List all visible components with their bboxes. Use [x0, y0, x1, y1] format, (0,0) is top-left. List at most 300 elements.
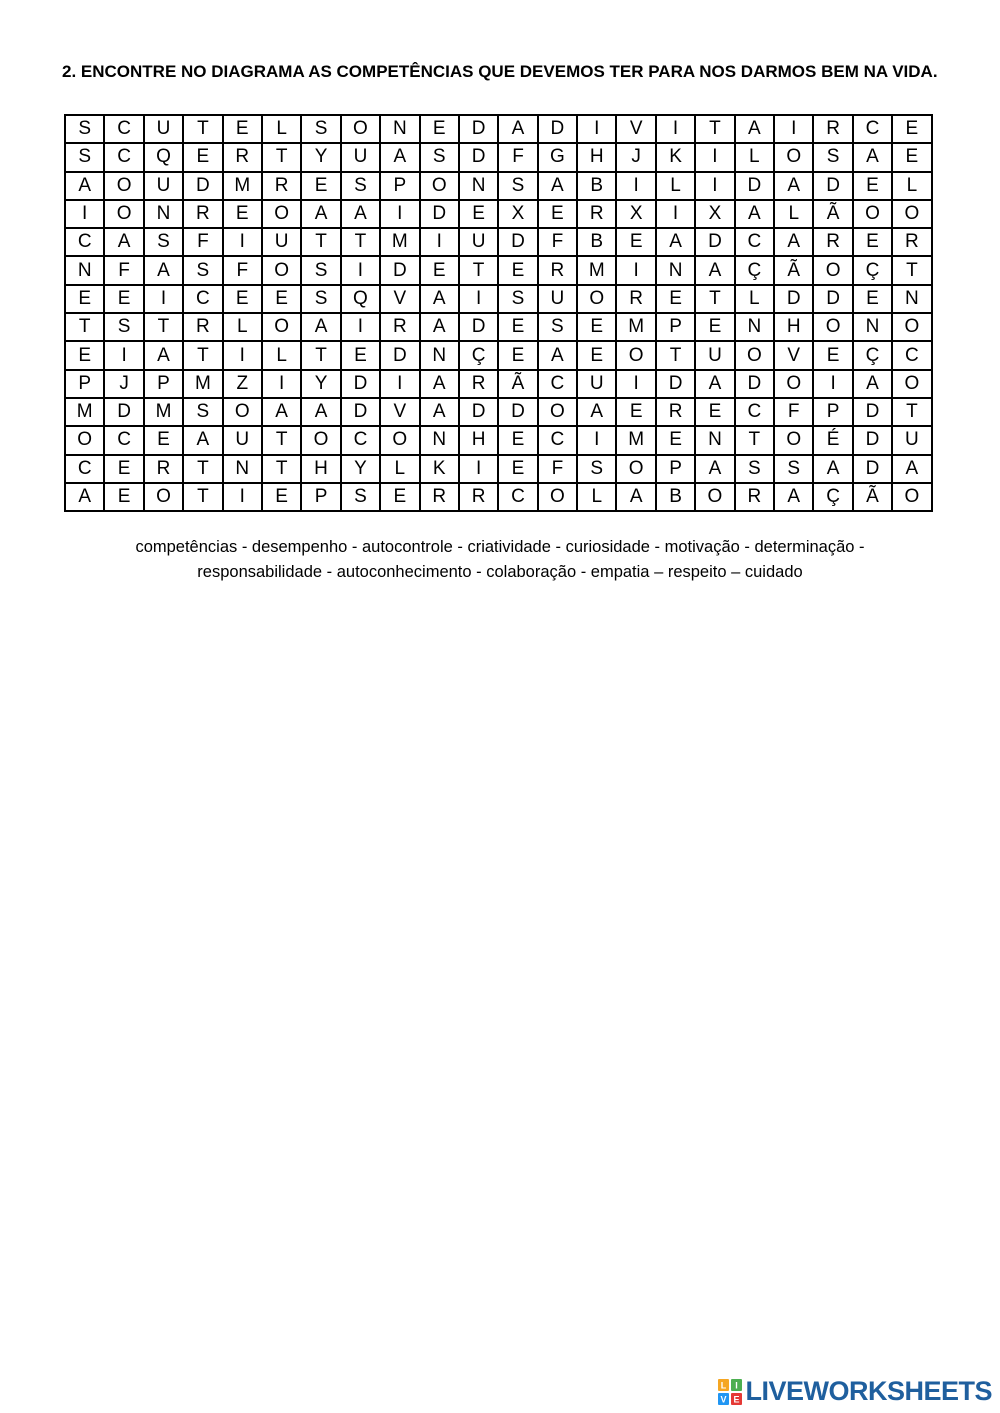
grid-cell[interactable]: I: [695, 143, 734, 171]
grid-cell[interactable]: R: [813, 228, 852, 256]
grid-cell[interactable]: O: [892, 483, 931, 511]
grid-cell[interactable]: P: [144, 370, 183, 398]
grid-cell[interactable]: C: [498, 483, 537, 511]
grid-cell[interactable]: N: [65, 256, 104, 284]
grid-cell[interactable]: C: [892, 341, 931, 369]
grid-cell[interactable]: T: [735, 426, 774, 454]
grid-cell[interactable]: I: [616, 256, 655, 284]
grid-cell[interactable]: R: [813, 115, 852, 143]
grid-cell[interactable]: C: [65, 455, 104, 483]
grid-cell[interactable]: A: [144, 256, 183, 284]
grid-cell[interactable]: D: [735, 172, 774, 200]
grid-cell[interactable]: S: [774, 455, 813, 483]
grid-cell[interactable]: P: [656, 455, 695, 483]
grid-cell[interactable]: Ç: [813, 483, 852, 511]
grid-cell[interactable]: Q: [144, 143, 183, 171]
grid-cell[interactable]: V: [616, 115, 655, 143]
grid-cell[interactable]: T: [144, 313, 183, 341]
grid-cell[interactable]: A: [104, 228, 143, 256]
grid-cell[interactable]: I: [577, 426, 616, 454]
grid-cell[interactable]: E: [538, 200, 577, 228]
grid-cell[interactable]: C: [183, 285, 222, 313]
grid-cell[interactable]: R: [577, 200, 616, 228]
grid-cell[interactable]: I: [223, 228, 262, 256]
grid-cell[interactable]: C: [104, 426, 143, 454]
grid-cell[interactable]: A: [65, 483, 104, 511]
grid-cell[interactable]: I: [656, 200, 695, 228]
grid-cell[interactable]: T: [341, 228, 380, 256]
grid-cell[interactable]: Ã: [774, 256, 813, 284]
grid-cell[interactable]: O: [892, 200, 931, 228]
grid-cell[interactable]: A: [420, 370, 459, 398]
grid-cell[interactable]: C: [538, 426, 577, 454]
grid-cell[interactable]: T: [183, 455, 222, 483]
grid-cell[interactable]: A: [853, 143, 892, 171]
grid-cell[interactable]: A: [65, 172, 104, 200]
grid-cell[interactable]: D: [498, 398, 537, 426]
grid-cell[interactable]: O: [616, 455, 655, 483]
grid-cell[interactable]: O: [380, 426, 419, 454]
grid-cell[interactable]: É: [813, 426, 852, 454]
grid-cell[interactable]: E: [577, 313, 616, 341]
grid-cell[interactable]: D: [459, 143, 498, 171]
grid-cell[interactable]: E: [104, 285, 143, 313]
grid-cell[interactable]: F: [538, 228, 577, 256]
grid-cell[interactable]: I: [695, 172, 734, 200]
grid-cell[interactable]: R: [735, 483, 774, 511]
grid-cell[interactable]: A: [538, 172, 577, 200]
grid-cell[interactable]: U: [341, 143, 380, 171]
grid-cell[interactable]: A: [144, 341, 183, 369]
grid-cell[interactable]: U: [262, 228, 301, 256]
grid-cell[interactable]: Y: [301, 143, 340, 171]
grid-cell[interactable]: A: [656, 228, 695, 256]
grid-cell[interactable]: M: [223, 172, 262, 200]
grid-cell[interactable]: A: [538, 341, 577, 369]
grid-cell[interactable]: O: [262, 313, 301, 341]
grid-cell[interactable]: X: [616, 200, 655, 228]
grid-cell[interactable]: E: [498, 426, 537, 454]
grid-cell[interactable]: A: [774, 483, 813, 511]
grid-cell[interactable]: I: [144, 285, 183, 313]
grid-cell[interactable]: E: [144, 426, 183, 454]
grid-cell[interactable]: O: [538, 398, 577, 426]
grid-cell[interactable]: E: [262, 483, 301, 511]
grid-cell[interactable]: N: [144, 200, 183, 228]
grid-cell[interactable]: E: [65, 285, 104, 313]
grid-cell[interactable]: M: [380, 228, 419, 256]
grid-cell[interactable]: J: [104, 370, 143, 398]
grid-cell[interactable]: R: [892, 228, 931, 256]
grid-cell[interactable]: T: [892, 398, 931, 426]
grid-cell[interactable]: O: [774, 370, 813, 398]
grid-cell[interactable]: I: [341, 313, 380, 341]
grid-cell[interactable]: A: [420, 398, 459, 426]
grid-cell[interactable]: C: [853, 115, 892, 143]
grid-cell[interactable]: H: [577, 143, 616, 171]
grid-cell[interactable]: Ã: [498, 370, 537, 398]
grid-cell[interactable]: D: [774, 285, 813, 313]
grid-cell[interactable]: I: [380, 200, 419, 228]
grid-cell[interactable]: I: [616, 370, 655, 398]
grid-cell[interactable]: O: [892, 313, 931, 341]
grid-cell[interactable]: O: [104, 200, 143, 228]
grid-cell[interactable]: S: [65, 143, 104, 171]
grid-cell[interactable]: Y: [301, 370, 340, 398]
grid-cell[interactable]: O: [262, 256, 301, 284]
grid-cell[interactable]: L: [223, 313, 262, 341]
grid-cell[interactable]: N: [380, 115, 419, 143]
grid-cell[interactable]: I: [223, 483, 262, 511]
grid-cell[interactable]: M: [183, 370, 222, 398]
grid-cell[interactable]: M: [577, 256, 616, 284]
grid-cell[interactable]: B: [577, 172, 616, 200]
grid-cell[interactable]: A: [616, 483, 655, 511]
grid-cell[interactable]: E: [616, 398, 655, 426]
grid-cell[interactable]: N: [892, 285, 931, 313]
grid-cell[interactable]: E: [853, 228, 892, 256]
grid-cell[interactable]: N: [420, 426, 459, 454]
grid-cell[interactable]: Ç: [853, 256, 892, 284]
grid-cell[interactable]: R: [459, 370, 498, 398]
grid-cell[interactable]: R: [616, 285, 655, 313]
grid-cell[interactable]: O: [144, 483, 183, 511]
grid-cell[interactable]: P: [656, 313, 695, 341]
grid-cell[interactable]: O: [420, 172, 459, 200]
grid-cell[interactable]: R: [656, 398, 695, 426]
grid-cell[interactable]: U: [577, 370, 616, 398]
grid-cell[interactable]: J: [616, 143, 655, 171]
grid-cell[interactable]: D: [498, 228, 537, 256]
grid-cell[interactable]: E: [695, 313, 734, 341]
grid-cell[interactable]: E: [223, 200, 262, 228]
grid-cell[interactable]: S: [813, 143, 852, 171]
grid-cell[interactable]: D: [459, 313, 498, 341]
grid-cell[interactable]: I: [65, 200, 104, 228]
grid-cell[interactable]: F: [538, 455, 577, 483]
grid-cell[interactable]: M: [144, 398, 183, 426]
grid-cell[interactable]: T: [262, 455, 301, 483]
grid-cell[interactable]: E: [695, 398, 734, 426]
grid-cell[interactable]: I: [380, 370, 419, 398]
grid-cell[interactable]: F: [223, 256, 262, 284]
grid-cell[interactable]: A: [853, 370, 892, 398]
grid-cell[interactable]: V: [380, 398, 419, 426]
grid-cell[interactable]: T: [183, 341, 222, 369]
grid-cell[interactable]: A: [774, 228, 813, 256]
grid-cell[interactable]: F: [183, 228, 222, 256]
grid-cell[interactable]: N: [656, 256, 695, 284]
grid-cell[interactable]: L: [892, 172, 931, 200]
grid-cell[interactable]: T: [892, 256, 931, 284]
grid-cell[interactable]: D: [813, 172, 852, 200]
grid-cell[interactable]: E: [853, 285, 892, 313]
grid-cell[interactable]: A: [420, 285, 459, 313]
grid-cell[interactable]: I: [813, 370, 852, 398]
grid-cell[interactable]: E: [656, 426, 695, 454]
grid-cell[interactable]: S: [498, 172, 537, 200]
grid-cell[interactable]: T: [183, 483, 222, 511]
grid-cell[interactable]: D: [459, 398, 498, 426]
grid-cell[interactable]: Ç: [735, 256, 774, 284]
grid-cell[interactable]: N: [853, 313, 892, 341]
grid-cell[interactable]: O: [735, 341, 774, 369]
grid-cell[interactable]: S: [538, 313, 577, 341]
grid-cell[interactable]: E: [301, 172, 340, 200]
grid-cell[interactable]: C: [104, 115, 143, 143]
grid-cell[interactable]: C: [104, 143, 143, 171]
grid-cell[interactable]: L: [380, 455, 419, 483]
grid-cell[interactable]: P: [65, 370, 104, 398]
grid-cell[interactable]: A: [301, 398, 340, 426]
grid-cell[interactable]: I: [341, 256, 380, 284]
grid-cell[interactable]: Ç: [459, 341, 498, 369]
grid-cell[interactable]: S: [420, 143, 459, 171]
grid-cell[interactable]: S: [577, 455, 616, 483]
grid-cell[interactable]: Q: [341, 285, 380, 313]
grid-cell[interactable]: I: [459, 285, 498, 313]
grid-cell[interactable]: S: [301, 256, 340, 284]
grid-cell[interactable]: H: [459, 426, 498, 454]
grid-cell[interactable]: E: [813, 341, 852, 369]
grid-cell[interactable]: E: [223, 285, 262, 313]
grid-cell[interactable]: N: [735, 313, 774, 341]
grid-cell[interactable]: C: [735, 228, 774, 256]
grid-cell[interactable]: D: [183, 172, 222, 200]
grid-cell[interactable]: I: [104, 341, 143, 369]
grid-cell[interactable]: D: [538, 115, 577, 143]
grid-cell[interactable]: N: [459, 172, 498, 200]
grid-cell[interactable]: O: [813, 313, 852, 341]
grid-cell[interactable]: R: [183, 200, 222, 228]
grid-cell[interactable]: E: [498, 313, 537, 341]
grid-cell[interactable]: E: [498, 341, 537, 369]
grid-cell[interactable]: U: [144, 172, 183, 200]
grid-cell[interactable]: A: [695, 256, 734, 284]
grid-cell[interactable]: T: [65, 313, 104, 341]
grid-cell[interactable]: E: [656, 285, 695, 313]
grid-cell[interactable]: E: [459, 200, 498, 228]
grid-cell[interactable]: T: [301, 341, 340, 369]
grid-cell[interactable]: E: [498, 455, 537, 483]
grid-cell[interactable]: E: [65, 341, 104, 369]
grid-cell[interactable]: S: [301, 115, 340, 143]
grid-cell[interactable]: O: [892, 370, 931, 398]
grid-cell[interactable]: D: [695, 228, 734, 256]
grid-cell[interactable]: D: [853, 426, 892, 454]
grid-cell[interactable]: Ã: [813, 200, 852, 228]
grid-cell[interactable]: E: [341, 341, 380, 369]
grid-cell[interactable]: L: [577, 483, 616, 511]
grid-cell[interactable]: A: [695, 455, 734, 483]
grid-cell[interactable]: P: [813, 398, 852, 426]
grid-cell[interactable]: I: [262, 370, 301, 398]
grid-cell[interactable]: D: [104, 398, 143, 426]
grid-cell[interactable]: O: [853, 200, 892, 228]
grid-cell[interactable]: O: [262, 200, 301, 228]
grid-cell[interactable]: F: [104, 256, 143, 284]
grid-cell[interactable]: E: [104, 483, 143, 511]
grid-cell[interactable]: E: [183, 143, 222, 171]
grid-cell[interactable]: A: [341, 200, 380, 228]
grid-cell[interactable]: A: [892, 455, 931, 483]
grid-cell[interactable]: O: [65, 426, 104, 454]
grid-cell[interactable]: P: [301, 483, 340, 511]
grid-cell[interactable]: R: [538, 256, 577, 284]
grid-cell[interactable]: A: [262, 398, 301, 426]
grid-cell[interactable]: I: [656, 115, 695, 143]
grid-cell[interactable]: X: [498, 200, 537, 228]
grid-cell[interactable]: V: [774, 341, 813, 369]
grid-cell[interactable]: L: [735, 285, 774, 313]
grid-cell[interactable]: M: [65, 398, 104, 426]
grid-cell[interactable]: D: [853, 398, 892, 426]
grid-cell[interactable]: D: [420, 200, 459, 228]
grid-cell[interactable]: R: [223, 143, 262, 171]
grid-cell[interactable]: U: [695, 341, 734, 369]
grid-cell[interactable]: C: [341, 426, 380, 454]
grid-cell[interactable]: D: [341, 370, 380, 398]
grid-cell[interactable]: A: [813, 455, 852, 483]
grid-cell[interactable]: C: [735, 398, 774, 426]
grid-cell[interactable]: H: [301, 455, 340, 483]
grid-cell[interactable]: R: [459, 483, 498, 511]
grid-cell[interactable]: A: [735, 200, 774, 228]
grid-cell[interactable]: R: [183, 313, 222, 341]
grid-cell[interactable]: T: [301, 228, 340, 256]
grid-cell[interactable]: O: [616, 341, 655, 369]
grid-cell[interactable]: A: [301, 313, 340, 341]
grid-cell[interactable]: R: [420, 483, 459, 511]
grid-cell[interactable]: L: [262, 115, 301, 143]
grid-cell[interactable]: D: [853, 455, 892, 483]
grid-cell[interactable]: V: [380, 285, 419, 313]
grid-cell[interactable]: L: [262, 341, 301, 369]
grid-cell[interactable]: D: [380, 341, 419, 369]
grid-cell[interactable]: A: [735, 115, 774, 143]
grid-cell[interactable]: C: [65, 228, 104, 256]
grid-cell[interactable]: O: [577, 285, 616, 313]
grid-cell[interactable]: I: [223, 341, 262, 369]
grid-cell[interactable]: E: [853, 172, 892, 200]
grid-cell[interactable]: O: [341, 115, 380, 143]
grid-cell[interactable]: U: [459, 228, 498, 256]
grid-cell[interactable]: I: [774, 115, 813, 143]
grid-cell[interactable]: S: [104, 313, 143, 341]
grid-cell[interactable]: P: [380, 172, 419, 200]
grid-cell[interactable]: C: [538, 370, 577, 398]
grid-cell[interactable]: U: [223, 426, 262, 454]
grid-cell[interactable]: G: [538, 143, 577, 171]
grid-cell[interactable]: O: [538, 483, 577, 511]
grid-cell[interactable]: E: [498, 256, 537, 284]
grid-cell[interactable]: B: [577, 228, 616, 256]
grid-cell[interactable]: A: [420, 313, 459, 341]
grid-cell[interactable]: T: [695, 115, 734, 143]
grid-cell[interactable]: M: [616, 426, 655, 454]
grid-cell[interactable]: L: [735, 143, 774, 171]
grid-cell[interactable]: E: [892, 115, 931, 143]
grid-cell[interactable]: D: [380, 256, 419, 284]
grid-cell[interactable]: E: [616, 228, 655, 256]
grid-cell[interactable]: O: [695, 483, 734, 511]
grid-cell[interactable]: A: [498, 115, 537, 143]
grid-cell[interactable]: S: [735, 455, 774, 483]
grid-cell[interactable]: U: [538, 285, 577, 313]
grid-cell[interactable]: N: [420, 341, 459, 369]
grid-cell[interactable]: E: [380, 483, 419, 511]
grid-cell[interactable]: K: [656, 143, 695, 171]
grid-cell[interactable]: F: [774, 398, 813, 426]
grid-cell[interactable]: A: [183, 426, 222, 454]
grid-cell[interactable]: Z: [223, 370, 262, 398]
grid-cell[interactable]: N: [223, 455, 262, 483]
grid-cell[interactable]: O: [774, 143, 813, 171]
grid-cell[interactable]: U: [144, 115, 183, 143]
grid-cell[interactable]: T: [695, 285, 734, 313]
grid-cell[interactable]: A: [577, 398, 616, 426]
grid-cell[interactable]: O: [301, 426, 340, 454]
grid-cell[interactable]: T: [656, 341, 695, 369]
grid-cell[interactable]: S: [144, 228, 183, 256]
grid-cell[interactable]: T: [262, 143, 301, 171]
grid-cell[interactable]: T: [183, 115, 222, 143]
grid-cell[interactable]: S: [301, 285, 340, 313]
grid-cell[interactable]: F: [498, 143, 537, 171]
grid-cell[interactable]: D: [459, 115, 498, 143]
grid-cell[interactable]: I: [420, 228, 459, 256]
grid-cell[interactable]: R: [262, 172, 301, 200]
grid-cell[interactable]: S: [183, 398, 222, 426]
grid-cell[interactable]: K: [420, 455, 459, 483]
grid-cell[interactable]: A: [695, 370, 734, 398]
grid-cell[interactable]: E: [420, 115, 459, 143]
grid-cell[interactable]: E: [892, 143, 931, 171]
grid-cell[interactable]: R: [380, 313, 419, 341]
grid-cell[interactable]: S: [341, 172, 380, 200]
grid-cell[interactable]: A: [774, 172, 813, 200]
grid-cell[interactable]: O: [813, 256, 852, 284]
grid-cell[interactable]: T: [262, 426, 301, 454]
grid-cell[interactable]: X: [695, 200, 734, 228]
grid-cell[interactable]: D: [656, 370, 695, 398]
grid-cell[interactable]: Ç: [853, 341, 892, 369]
grid-cell[interactable]: O: [104, 172, 143, 200]
grid-cell[interactable]: T: [459, 256, 498, 284]
grid-cell[interactable]: Y: [341, 455, 380, 483]
grid-cell[interactable]: S: [498, 285, 537, 313]
grid-cell[interactable]: S: [65, 115, 104, 143]
grid-cell[interactable]: D: [341, 398, 380, 426]
grid-cell[interactable]: B: [656, 483, 695, 511]
grid-cell[interactable]: S: [183, 256, 222, 284]
grid-cell[interactable]: A: [301, 200, 340, 228]
grid-cell[interactable]: O: [223, 398, 262, 426]
grid-cell[interactable]: E: [577, 341, 616, 369]
grid-cell[interactable]: I: [459, 455, 498, 483]
grid-cell[interactable]: U: [892, 426, 931, 454]
grid-cell[interactable]: E: [262, 285, 301, 313]
grid-cell[interactable]: H: [774, 313, 813, 341]
grid-cell[interactable]: N: [695, 426, 734, 454]
grid-cell[interactable]: Ã: [853, 483, 892, 511]
grid-cell[interactable]: R: [144, 455, 183, 483]
grid-cell[interactable]: E: [223, 115, 262, 143]
grid-cell[interactable]: M: [616, 313, 655, 341]
grid-cell[interactable]: E: [104, 455, 143, 483]
grid-cell[interactable]: E: [420, 256, 459, 284]
grid-cell[interactable]: D: [813, 285, 852, 313]
